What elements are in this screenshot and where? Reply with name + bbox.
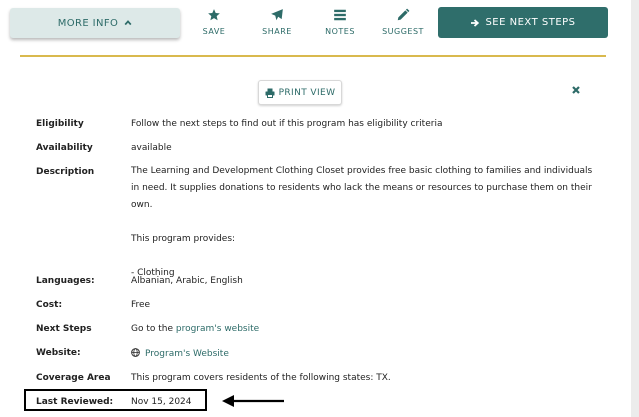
close-icon[interactable]: [571, 85, 581, 95]
share-label: SHARE: [262, 27, 292, 36]
share-button[interactable]: [249, 8, 305, 36]
coverage-area-label: Coverage Area: [36, 373, 111, 383]
next-steps-label: Next Steps: [36, 324, 92, 334]
eligibility-value: Follow the next steps to find out if this program has eligibility criteria: [131, 119, 443, 129]
program-website-link[interactable]: program's website: [175, 324, 260, 334]
notes-label: NOTES: [325, 27, 355, 36]
cost-label: Cost:: [36, 300, 63, 310]
availability-value: available: [131, 143, 172, 153]
eligibility-label: Eligibility: [36, 119, 84, 129]
description-paragraph: This program provides:: [131, 234, 236, 244]
printer-icon: [265, 88, 275, 98]
more-info-label: MORE INFO: [57, 17, 119, 29]
description-paragraph: The Learning and Development Clothing Closet provides free basic clothing to families and individuals in need. It supplies donations to residents who lack the means or resources to purchase them on their own.: [131, 166, 593, 210]
chevron-up-icon: [124, 19, 132, 27]
languages-value: Albanian, Arabic, English: [131, 276, 243, 286]
cost-value: Free: [131, 300, 151, 310]
list-icon: [333, 8, 347, 22]
website-link[interactable]: Program's Website: [145, 349, 229, 359]
section-divider: [20, 55, 606, 57]
print-view-button[interactable]: [258, 80, 342, 105]
arrow-left-annotation-icon: [220, 393, 286, 409]
last-reviewed-value: Nov 15, 2024: [131, 397, 192, 407]
next-steps-value: [131, 324, 259, 334]
paper-plane-icon: [270, 8, 284, 22]
save-button[interactable]: [186, 8, 242, 36]
suggest-button[interactable]: [375, 8, 431, 36]
description-value: [131, 163, 601, 282]
star-icon: [207, 8, 221, 22]
globe-icon: [131, 348, 140, 357]
coverage-area-value: This program covers residents of the following states: TX.: [131, 373, 391, 383]
languages-label: Languages:: [36, 276, 95, 286]
description-label: Description: [36, 167, 95, 177]
description-paragraph: - Clothing: [131, 268, 175, 278]
website-value: [131, 348, 229, 359]
arrow-right-icon: [470, 18, 480, 28]
print-view-label: PRINT VIEW: [278, 87, 336, 98]
pencil-icon: [396, 8, 410, 22]
save-label: SAVE: [202, 27, 226, 36]
last-reviewed-label: Last Reviewed:: [36, 397, 114, 407]
next-steps-prefix: Go to the: [131, 324, 176, 334]
website-label: Website:: [36, 348, 81, 358]
suggest-label: SUGGEST: [382, 27, 424, 36]
see-next-steps-label: SEE NEXT STEPS: [485, 17, 576, 28]
more-info-button[interactable]: [10, 8, 180, 38]
notes-button[interactable]: [312, 8, 368, 36]
see-next-steps-button[interactable]: [438, 7, 608, 38]
page-edge-strip: [631, 0, 639, 417]
availability-label: Availability: [36, 143, 93, 153]
